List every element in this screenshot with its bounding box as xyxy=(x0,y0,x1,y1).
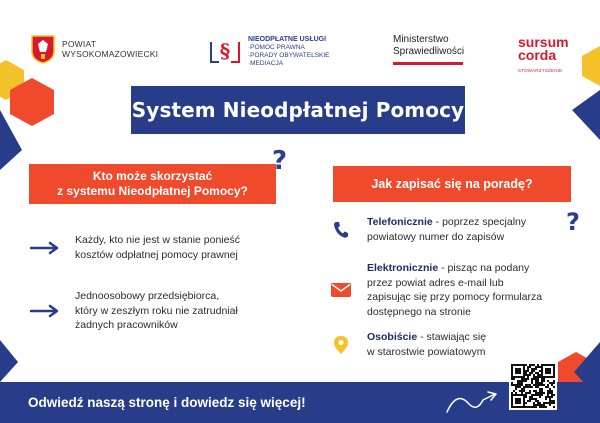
signup-item-personal xyxy=(330,330,486,359)
nieodplatne-uslugi-logo xyxy=(208,36,330,68)
nu-line3: ·PORADY OBYWATELSKIE xyxy=(248,52,330,59)
signup-item-line: w starostwie powiatowym xyxy=(367,345,486,358)
logo-bar xyxy=(0,0,600,80)
question-mark-icon: ? xyxy=(272,146,288,176)
question-mark-icon: ? xyxy=(566,208,580,236)
nu-line1: NIEODPŁATNE USŁUGI xyxy=(248,36,327,43)
powiat-name-line1: POWIAT xyxy=(62,39,97,49)
phone-icon xyxy=(333,221,349,239)
sc-line1: sursum xyxy=(518,34,569,50)
signup-item-line: - poprzez specjalny xyxy=(432,216,527,228)
triangle-shape xyxy=(572,90,600,140)
ms-line2: Sprawiedliwości xyxy=(393,46,465,57)
sc-sub: STOWARZYSZENIE xyxy=(518,68,563,73)
signup-item-line: powiatowy numer do zapisów xyxy=(367,230,505,243)
signup-item-line: zapisując się przy pomocy formularza xyxy=(367,291,543,303)
signup-item-line: przez powiat adres e-mail lub xyxy=(367,276,504,289)
signup-item-email xyxy=(330,261,542,319)
list-item xyxy=(30,289,238,333)
curved-arrow-icon xyxy=(443,386,503,416)
list-item-line: kosztów odpłatnej pomocy prawnej xyxy=(75,248,238,261)
location-pin-icon xyxy=(334,336,348,354)
ms-line1: Ministerstwo xyxy=(393,34,449,45)
list-item-line: który w zeszłym roku nie zatrudniał xyxy=(75,304,238,317)
page-title: System Nieodpłatnej Pomocy xyxy=(131,98,465,122)
qr-code-image xyxy=(511,364,555,408)
qr-code[interactable] xyxy=(509,362,557,410)
left-heading-line1: Kto może skorzystać xyxy=(92,169,213,183)
arrow-right-icon xyxy=(30,304,60,318)
sursum-corda-logo xyxy=(518,36,569,77)
envelope-icon xyxy=(331,283,351,297)
list-item-line: Każdy, kto nie jest w stanie ponieść xyxy=(75,234,240,246)
signup-item-line: - pisząc na podany xyxy=(438,262,530,274)
list-item-line: Jednoosobowy przedsiębiorca, xyxy=(75,290,220,302)
svg-text:§: § xyxy=(219,39,231,63)
list-item-line: żadnych pracowników xyxy=(75,319,178,331)
signup-method-label: Elektronicznie xyxy=(367,262,439,274)
arrow-right-icon xyxy=(30,241,60,255)
left-heading xyxy=(29,164,276,204)
ministerstwo-logo xyxy=(393,34,464,65)
nu-line2: ·POMOC PRAWNA xyxy=(248,44,305,51)
signup-item-line: dostępnego na stronie xyxy=(367,305,471,318)
list-item xyxy=(30,233,240,262)
signup-method-label: Osobiście xyxy=(367,331,418,343)
powiat-name-line2: WYSOKOMAZOWIECKI xyxy=(62,49,159,59)
signup-item-line: - stawiając się xyxy=(417,331,487,343)
section-sign-icon xyxy=(208,36,242,66)
sc-line2: corda xyxy=(518,47,557,63)
nu-line4: ·MEDIACJA xyxy=(248,60,284,67)
triangle-shape xyxy=(0,340,18,382)
coat-of-arms-icon xyxy=(30,34,56,64)
left-heading-line2: z systemu Nieodpłatnej Pomocy? xyxy=(57,184,248,198)
right-heading-text: Jak zapisać się na poradę? xyxy=(371,177,533,191)
signup-method-label: Telefonicznie xyxy=(367,216,433,228)
ms-flag-bar xyxy=(393,62,463,65)
powiat-logo xyxy=(30,34,158,64)
signup-item-phone xyxy=(330,215,526,244)
right-heading xyxy=(333,166,571,202)
triangle-shape xyxy=(0,110,22,170)
footer-message: Odwiedź naszą stronę i dowiedz się więcej! xyxy=(28,395,306,410)
page-title-box xyxy=(131,86,465,134)
